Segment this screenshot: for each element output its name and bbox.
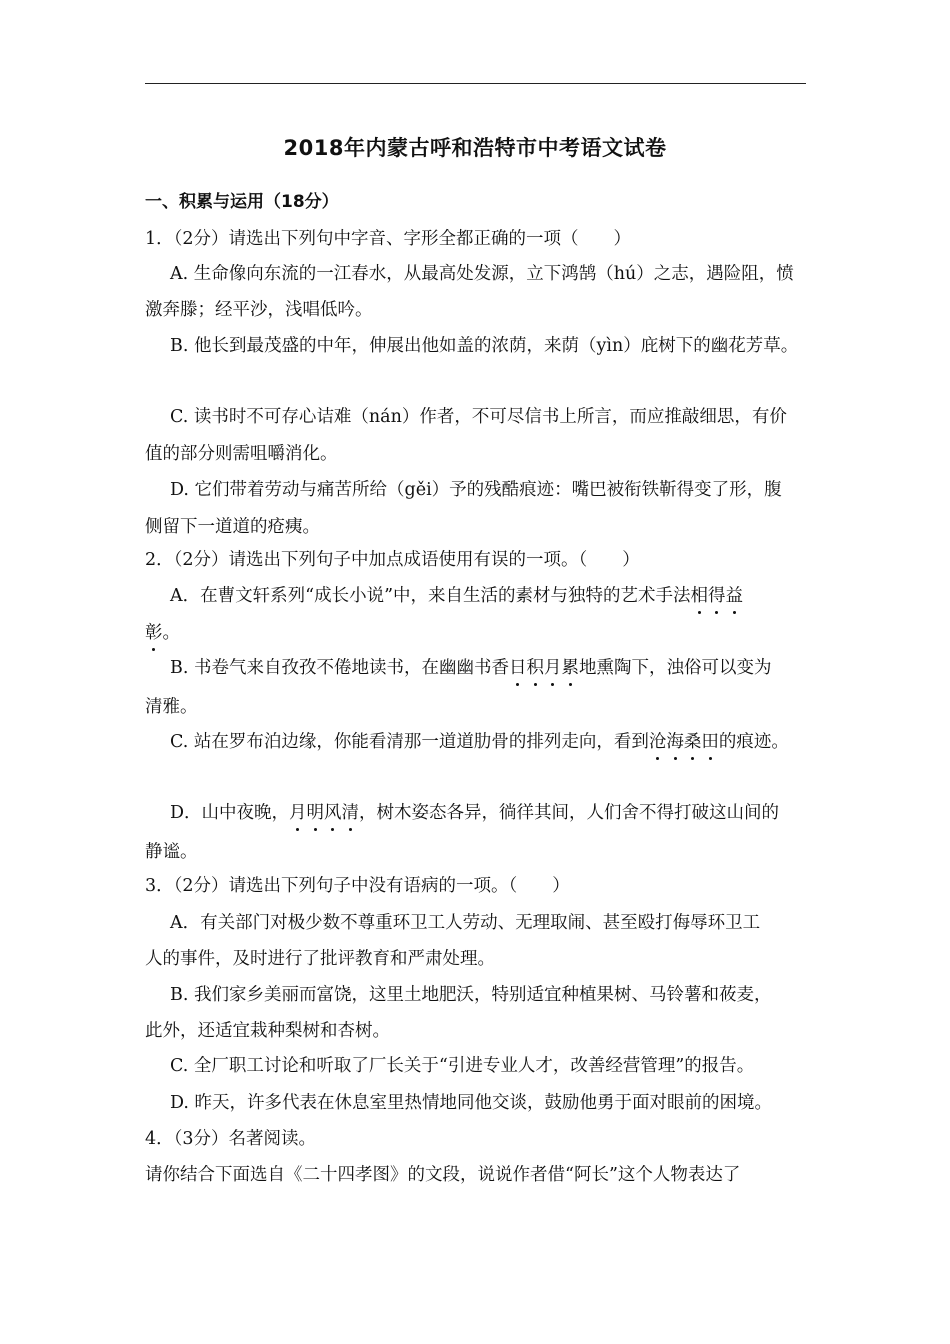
q4-text: 请你结合下面选自《二十四孝图》的文段，说说作者借“阿长”这个人物表达了	[145, 1165, 741, 1185]
q3-option-c: C. 全厂职工讨论和听取了厂长关于“引进专业人才，改善经营管理”的报告。	[170, 1056, 755, 1076]
q3-option-b: B. 我们家乡美丽而富饶，这里土地肥沃，特别适宜种植果树、马铃薯和莜麦，	[170, 985, 772, 1005]
emphasis-char: 日	[509, 654, 527, 679]
emphasis-char: 彰	[145, 619, 163, 644]
q2-option-c	[170, 728, 789, 753]
q1-option-d: D. 它们带着劳动与痛苦所给（gěi）予的残酷痕迹：嘴巴被衔铁靳得变了形，腹	[170, 480, 782, 500]
q1-option-c: C. 读书时不可存心诘难（nán）作者，不可尽信书上所言，而应推敲细思，有价	[170, 407, 787, 427]
emphasis-char: 沧	[649, 728, 667, 753]
emphasis-char: 风	[324, 799, 342, 824]
q2-option-a-tail: 。	[162, 623, 180, 643]
q2-option-a	[170, 582, 743, 607]
question-2-stem: 2．（2分）请选出下列句子中加点成语使用有误的一项。（ ）	[145, 550, 640, 570]
q2-option-b	[170, 654, 771, 679]
emphasis-char: 清	[342, 799, 360, 824]
q2-option-d-tail: ，树木姿态各异，徜徉其间，人们舍不得打破这山间的	[359, 803, 780, 823]
emphasis-char: 益	[726, 582, 744, 607]
q3-option-a: A．有关部门对极少数不尊重环卫工人劳动、无理取闹、甚至殴打侮辱环卫工	[170, 913, 761, 933]
q1-option-a-cont: 激奔滕；经平沙，浅唱低吟。	[145, 300, 373, 320]
q1-option-d-cont: 侧留下一道道的疮痍。	[145, 517, 320, 537]
emphasis-char: 桑	[684, 728, 702, 753]
section-heading: 一、积累与运用（18分）	[145, 192, 339, 212]
question-4-stem: 4．（3分）名著阅读。	[145, 1129, 317, 1149]
q3-option-b-cont: 此外，还适宜栽种梨树和杏树。	[145, 1021, 390, 1041]
emphasis-char: 积	[526, 654, 544, 679]
q3-option-d: D. 昨天，许多代表在休息室里热情地同他交谈，鼓励他勇于面对眼前的困境。	[170, 1093, 773, 1113]
emphasis-char: 月	[289, 799, 307, 824]
q2-option-b-cont: 清雅。	[145, 697, 198, 717]
q2-option-a-text: A．在曹文轩系列“成长小说”中，来自生活的素材与独特的艺术手法	[170, 586, 691, 606]
question-3-stem: 3．（2分）请选出下列句子中没有语病的一项。（ ）	[145, 876, 570, 896]
emphasis-char: 相	[691, 582, 709, 607]
emphasis-char: 得	[708, 582, 726, 607]
page-title: 2018年内蒙古呼和浩特市中考语文试卷	[283, 136, 667, 160]
q2-option-b-tail: 地熏陶下，浊俗可以变为	[578, 658, 772, 678]
q3-option-a-cont: 人的事件，及时进行了批评教育和严肃处理。	[145, 949, 495, 969]
q1-option-c-cont: 值的部分则需咀嚼消化。	[145, 444, 338, 464]
q2-option-d-text: D．山中夜晚，	[170, 803, 290, 823]
emphasis-char: 月	[544, 654, 562, 679]
emphasis-char: 海	[666, 728, 684, 753]
q2-option-a-cont	[145, 619, 180, 644]
emphasis-char: 累	[561, 654, 579, 679]
q1-option-b: B. 他长到最茂盛的中年，伸展出他如盖的浓荫，来荫（yìn）庇树下的幽花芳草。	[170, 336, 799, 356]
emphasis-char: 田	[701, 728, 719, 753]
q2-option-c-tail: 的痕迹。	[718, 732, 789, 752]
question-1-stem: 1．（2分）请选出下列句中字音、字形全都正确的一项（ ）	[145, 229, 632, 249]
q2-option-d	[170, 799, 779, 824]
q2-option-c-text: C. 站在罗布泊边缘，你能看清那一道道肋骨的排列走向，看到	[170, 732, 649, 752]
header-rule	[145, 83, 806, 84]
q2-option-d-cont: 静谧。	[145, 842, 198, 862]
q2-option-b-text: B. 书卷气来自孜孜不倦地读书，在幽幽书香	[170, 658, 509, 678]
emphasis-char: 明	[307, 799, 325, 824]
q1-option-a: A. 生命像向东流的一江春水，从最高处发源，立下鸿鹄（hú）之志，遇险阻，愤	[170, 264, 794, 284]
